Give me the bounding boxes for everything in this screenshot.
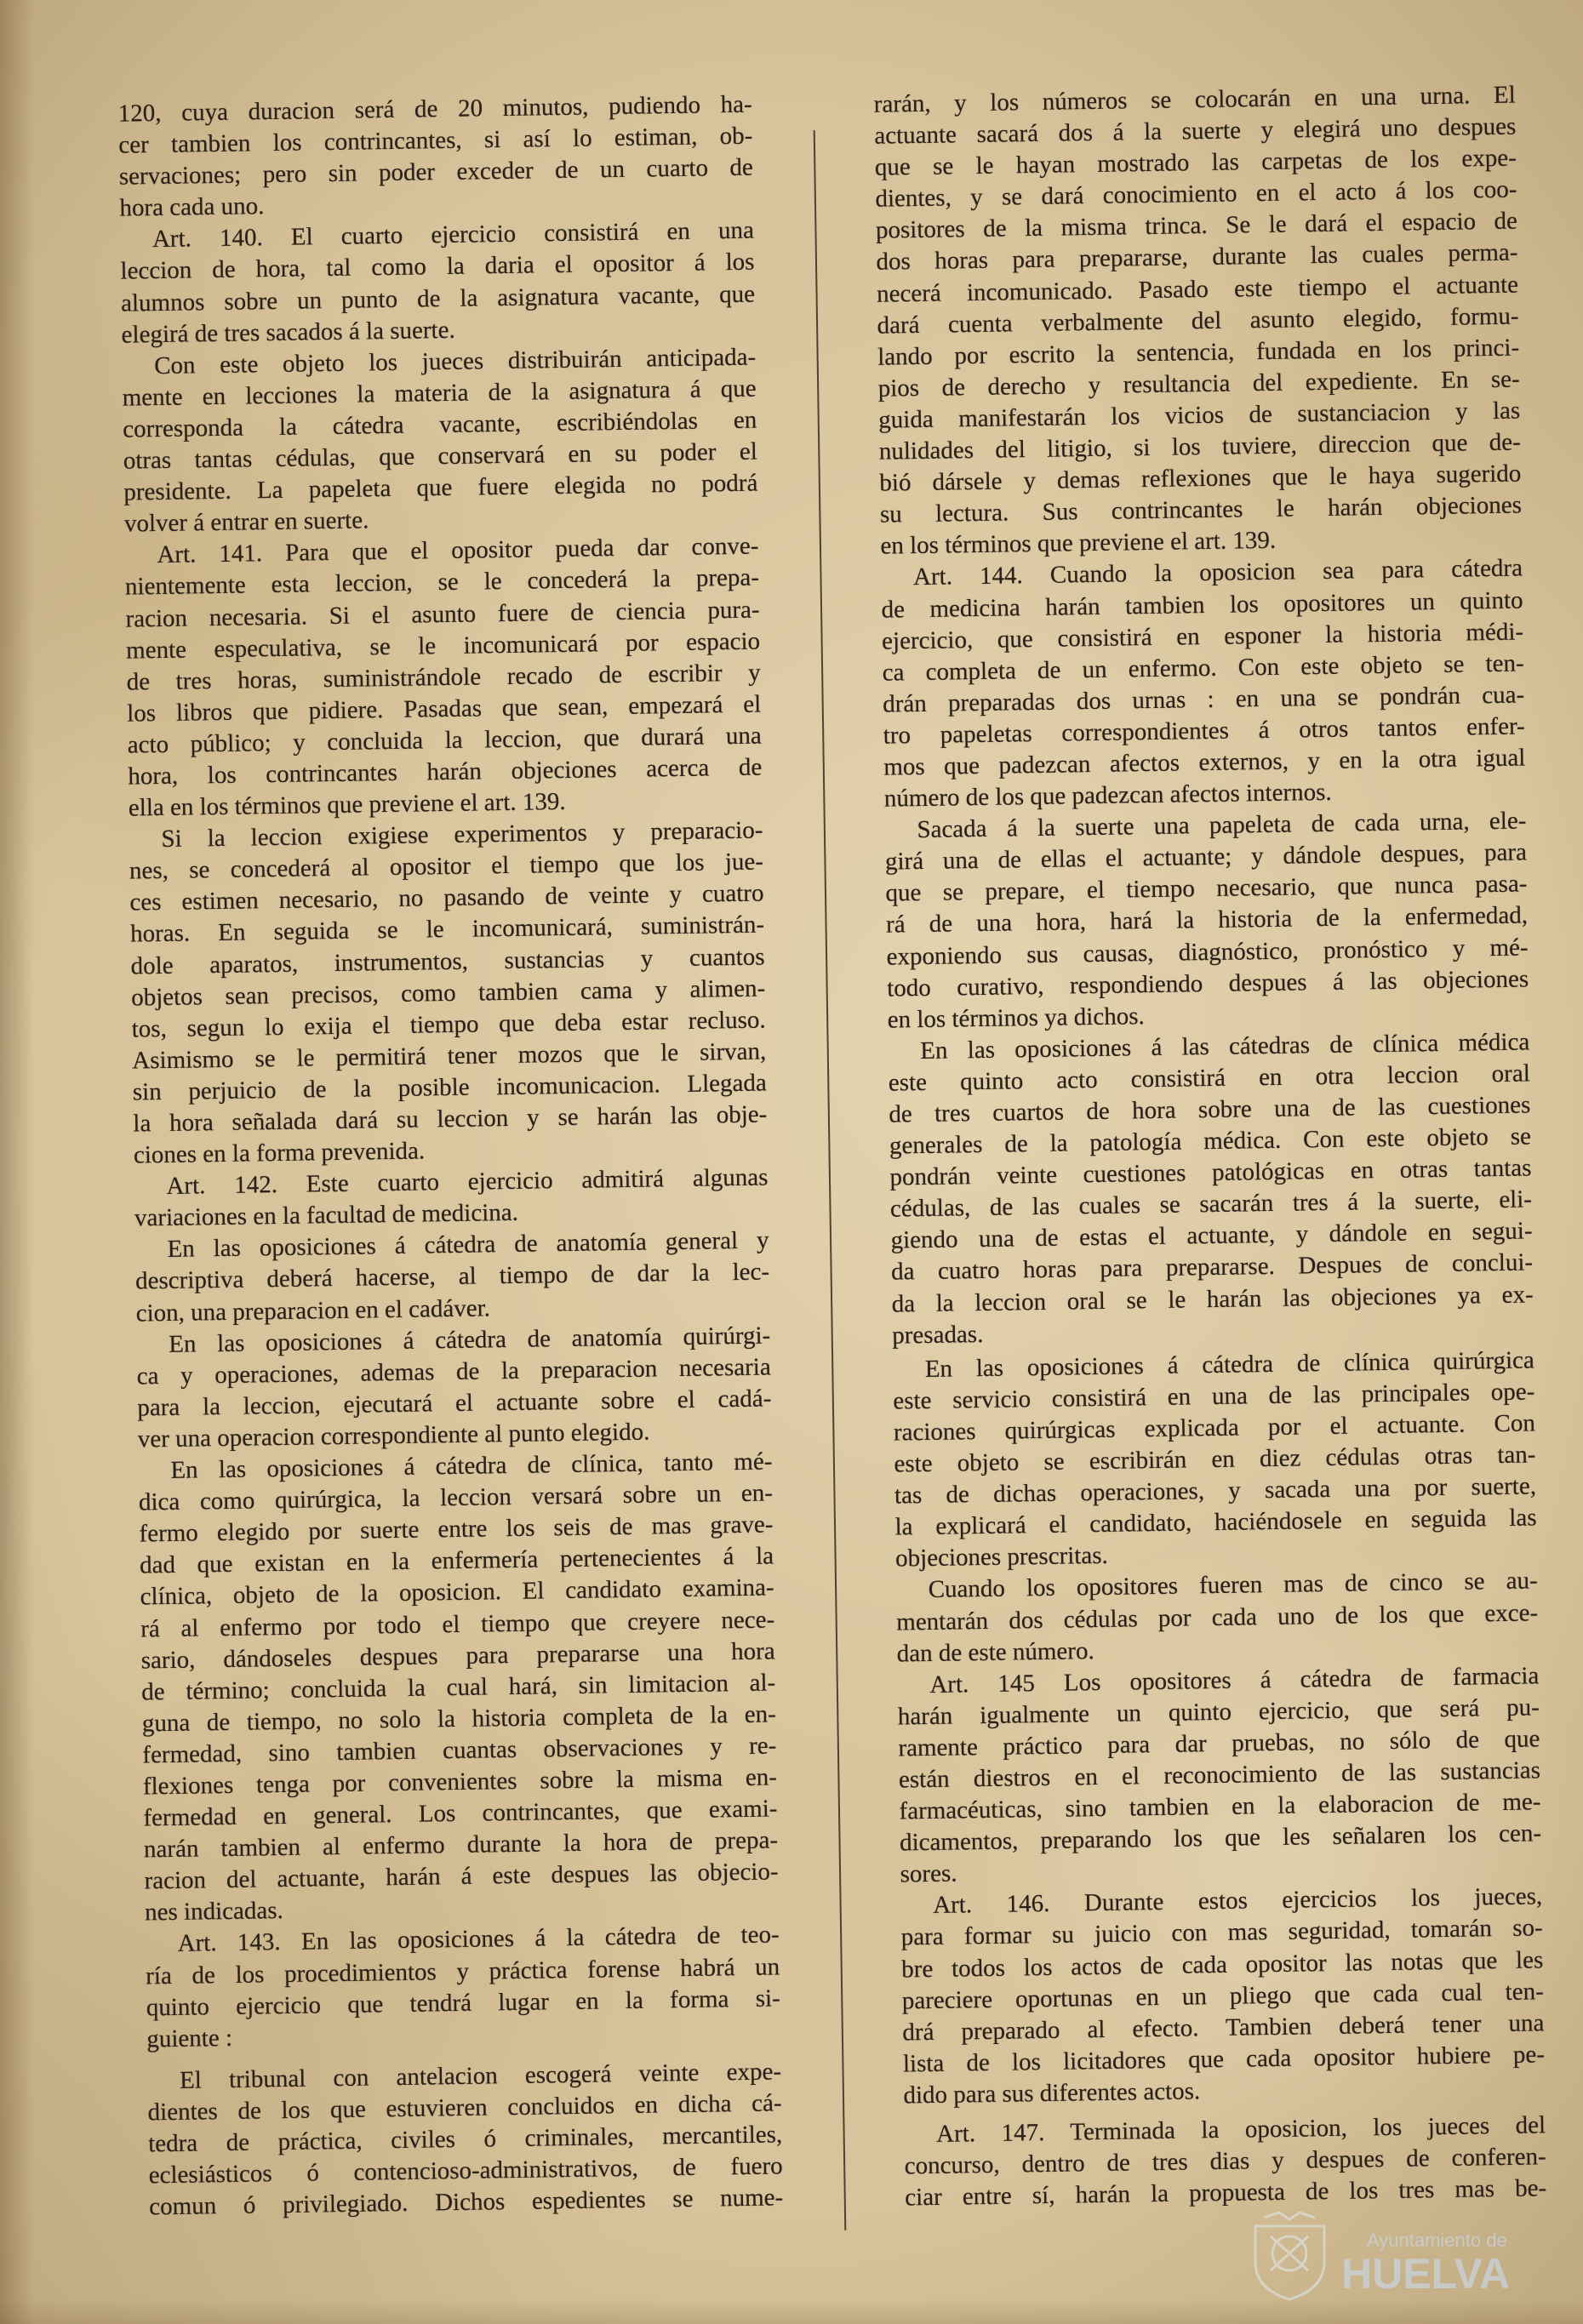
text-line: que se le hayan mostrado las carpetas de los expe-: [874, 144, 1517, 181]
text-line: en los términos ya dichos.: [887, 1002, 1145, 1034]
text-line: presadas.: [892, 1320, 984, 1350]
text-line: ver una operacion correspondiente al punto elegido.: [137, 1418, 650, 1453]
text-line: raciones quirúrgicas explicada por el actuante. Con: [893, 1409, 1536, 1447]
text-line: El tribunal con antelacion escogerá veinte expe-: [179, 2058, 782, 2094]
text-line: flexiones tenga por convenientes sobre la misma en-: [142, 1763, 778, 1801]
text-line: variaciones en la facultad de medicina.: [134, 1199, 519, 1232]
text-line: pareciere oportunas en un pliego que cada cual ten-: [901, 1977, 1545, 2015]
text-line: Art. 141. Para que el opositor pueda dar conve-: [157, 532, 759, 569]
text-line: da la leccion oral se le harán las objeciones ya ex-: [891, 1280, 1534, 1318]
text-line: Cuando los opositores fueren mas de cinco se au-: [928, 1567, 1538, 1604]
text-line: dan de este número.: [896, 1636, 1094, 1668]
text-line: ejercicio, que consistirá en esponer la historia médi-: [881, 618, 1524, 655]
text-line: dos horas para prepararse, durante las cuales perma-: [876, 238, 1518, 277]
text-line: Art. 140. El cuarto ejercicio consistirá en una: [151, 216, 755, 254]
text-line: objeciones prescritas.: [894, 1542, 1108, 1573]
text-line: bió dársele y demas reflexiones que le haya sugerido: [879, 460, 1522, 497]
text-line: ría de los procedimientos y práctica forense habrá un: [146, 1952, 780, 1990]
text-line: acto público; y concluida la leccion, que durará una: [127, 722, 762, 759]
text-line: cédulas, de las cuales se sacarán tres á la suerte, eli-: [889, 1185, 1533, 1223]
text-line: En las oposiciones á las cátedras de clínica médica: [920, 1028, 1530, 1065]
text-line: dica como quirúrgica, la leccion versará sobre un en-: [138, 1479, 774, 1516]
text-line: racion del actuante, harán á este despues las objecio-: [144, 1858, 779, 1895]
text-line: elegirá de tres sacados á la suerte.: [121, 316, 455, 349]
paragraph: [895, 1566, 1539, 1670]
text-line: En las oposiciones á cátedra de anatomía quirúrgi-: [169, 1322, 771, 1358]
paragraph: [122, 341, 758, 540]
text-column-right: [874, 80, 1547, 2214]
text-line: dad que existan en la enfermería pertenecientes á la: [139, 1542, 774, 1579]
text-line: hora cada uno.: [119, 192, 265, 222]
text-line: en los términos que previene el art. 139.: [880, 527, 1277, 560]
text-line: que se prepare, el tiempo necesario, que nunca pasa-: [885, 870, 1528, 907]
text-line: farmacéuticas, sino tambien en la elaboracion de me-: [899, 1788, 1541, 1825]
text-line: otras tantas cédulas, que conservará en su poder el: [123, 437, 757, 475]
text-line: alumnos sobre un punto de la asignatura vacante, que: [120, 280, 756, 317]
text-line: ella en los términos que previene el art. 139.: [128, 788, 566, 822]
watermark-line-1: Ayuntamiento de: [1367, 2230, 1507, 2251]
paragraph: [884, 806, 1529, 1036]
text-line: giendo una de estas el actuante, y dándole en segui-: [890, 1217, 1533, 1254]
text-line: fermedad en general. Los contrincantes, que exami-: [143, 1795, 778, 1832]
text-line: nes, se concederá al opositor el tiempo que los jue-: [129, 848, 764, 885]
paragraph: [138, 1446, 779, 1928]
text-line: Sacada á la suerte una papeleta de cada urna, ele-: [917, 807, 1527, 844]
text-line: ciar entre sí, harán la propuesta de los tres mas be-: [905, 2174, 1547, 2212]
paragraph: [904, 2110, 1547, 2213]
text-line: tas de dichas operaciones, y sacada una por suerte,: [894, 1472, 1537, 1510]
text-line: la hora señalada dará su leccion y se harán las obje-: [133, 1100, 768, 1138]
text-line: sario, dándoseles despues para prepararse una hora: [140, 1637, 775, 1675]
text-line: los libros que pidiere. Pasadas que sean, empezará el: [127, 690, 762, 728]
text-line: tro papeletas correspondientes á otros tantos enfer-: [883, 712, 1525, 750]
text-line: En las oposiciones á cátedra de clínica, tanto mé-: [170, 1448, 773, 1484]
text-line: bre todos los actos de cada opositor las notas que les: [901, 1945, 1544, 1984]
column-divider: [814, 130, 847, 2230]
paragraph: [134, 1162, 769, 1235]
watermark-line-2: HUELVA: [1341, 2250, 1511, 2298]
paragraph: [124, 531, 763, 825]
text-column-left: [118, 89, 784, 2224]
text-line: clínica, objeto de la oposicion. El candidato examina-: [140, 1573, 774, 1611]
text-line: corresponda la cátedra vacante, escribiéndolas en: [123, 406, 757, 443]
text-line: horas. En seguida se le incomunicará, suministrán-: [129, 911, 765, 948]
paragraph: [145, 1920, 780, 2055]
text-line: positores de la misma trinca. Se le dará el espacio de: [875, 207, 1518, 245]
text-line: mos que padezcan afectos externos, y en la otra igual: [883, 744, 1526, 781]
text-line: número de los que padezcan afectos internos.: [883, 778, 1332, 813]
paragraph: [129, 815, 768, 1172]
text-line: están diestros en el reconocimiento de las sustancias: [898, 1756, 1541, 1794]
text-line: Art. 144. Cuando la oposicion sea para cátedra: [912, 554, 1523, 591]
paragraph: [120, 215, 756, 351]
paragraph: [900, 1881, 1546, 2112]
text-line: guna de tiempo, no solo la historia completa de la en-: [141, 1700, 777, 1738]
text-line: fermedad, sino tambien cuantas observaciones y re-: [142, 1732, 777, 1769]
text-line: Art. 145 Los opositores á cátedra de farmacia: [929, 1662, 1540, 1699]
text-line: dará cuenta verbalmente del asunto elegido, formu-: [877, 302, 1519, 340]
text-line: ces estimen necesario, no pasando de veinte y cuatro: [129, 879, 764, 916]
paragraph: [893, 1345, 1538, 1575]
text-line: Art. 142. Este cuarto ejercicio admitirá algunas: [166, 1163, 769, 1201]
text-line: nes indicadas.: [144, 1897, 284, 1927]
text-line: Asimismo se le permitirá tener mozos que le sirvan,: [132, 1037, 767, 1075]
text-line: girá una de ellas el actuante; y dándole despues, para: [884, 838, 1528, 876]
text-line: objetos sean precisos, como tambien cama y alimen-: [130, 974, 766, 1012]
text-line: drá preparado al efecto. Tambien deberá tener una: [902, 2009, 1545, 2047]
text-line: exponiendo sus causas, diagnóstico, pronóstico y mé-: [886, 933, 1529, 971]
text-line: Si la leccion exigiese experimentos y preparacio-: [161, 816, 763, 854]
paragraph: [134, 1225, 770, 1329]
text-line: En las oposiciones á cátedra de clínica quirúrgica: [924, 1346, 1534, 1383]
text-line: de medicina harán tambien los opositores un quinto: [881, 585, 1523, 624]
text-line: ca y operaciones, ademas de la preparacion necesaria: [136, 1353, 771, 1390]
text-line: servaciones; pero sin poder exceder de un cuarto de: [118, 153, 754, 191]
text-line: volver á entrar en suerte.: [123, 506, 369, 538]
text-line: dole aparatos, instrumentos, sustancias y cuantos: [130, 943, 765, 980]
text-line: para formar su juicio con mas seguridad, tomarán so-: [900, 1914, 1543, 1951]
text-line: lista de los licitadores que cada opositor hubiere pe-: [902, 2041, 1546, 2078]
text-line: rá al enfermo por todo el tiempo que creyere nece-: [140, 1605, 775, 1642]
watermark-text: [1341, 2230, 1537, 2296]
text-line: lando por escrito la sentencia, fundada en los princi-: [877, 334, 1520, 371]
text-line: drán preparadas dos urnas : en una se pondrán cua-: [883, 681, 1525, 718]
text-line: racion necesaria. Si el asunto fuere de ciencia pura-: [125, 596, 760, 633]
paragraph: [118, 89, 754, 225]
text-line: sin perjuicio de la posible incomunicacion. Llegada: [132, 1069, 767, 1106]
paragraph: [136, 1320, 772, 1455]
text-line: presidente. La papeleta que fuere elegida no podrá: [123, 469, 758, 506]
text-line: comun ó privilegiado. Dichos espedientes se nume-: [149, 2184, 784, 2221]
text-line: para la leccion, ejecutará el actuante sobre el cadá-: [137, 1385, 772, 1422]
text-line: ca completa de un enfermo. Con este objeto se ten-: [882, 649, 1524, 687]
text-line: actuante sacará dos á la suerte y elegirá uno despues: [874, 112, 1517, 150]
text-line: Con este objeto los jueces distribuirán anticipada-: [153, 343, 757, 380]
text-line: este servicio consistirá en una de las principales ope-: [893, 1378, 1535, 1415]
text-line: todo curativo, respondiendo despues á las objeciones: [886, 965, 1529, 1002]
text-line: de tres horas, suministrándole recado de escribir y: [126, 659, 761, 696]
text-line: rá de una hora, hará la historia de la enfermedad,: [885, 901, 1529, 939]
text-line: cion, una preparacion en el cadáver.: [135, 1293, 491, 1328]
city-seal-icon: [1245, 2211, 1334, 2303]
text-line: tedra de práctica, civiles ó criminales, mercantiles,: [147, 2121, 783, 2158]
text-line: concurso, dentro de tres dias y despues de conferen-: [904, 2143, 1546, 2180]
text-line: Art. 147. Terminada la oposicion, los jueces del: [935, 2111, 1546, 2148]
text-line: nulidades del litigio, si los tuviere, direccion que de-: [878, 428, 1521, 465]
text-line: mente en lecciones la materia de la asignatura á que: [122, 374, 757, 412]
text-line: dido para sus diferentes actos.: [903, 2077, 1201, 2110]
paragraph: [874, 80, 1523, 563]
text-line: quinto ejercicio que tendrá lugar en la forma si-: [146, 1984, 780, 2022]
text-line: dicamentos, preparando los que les señalaren los cen-: [899, 1819, 1542, 1857]
text-line: guida manifestarán los vicios de sustanciacion y las: [878, 397, 1521, 434]
text-line: Art. 146. Durante estos ejercicios los jueces,: [932, 1882, 1543, 1920]
paragraph: [147, 2056, 784, 2224]
paragraph: [888, 1026, 1534, 1351]
text-line: guiente :: [146, 2024, 233, 2053]
text-line: de tres cuartos de hora sobre una de las cuestiones: [889, 1091, 1531, 1128]
text-line: leccion de hora, tal como la daria el opositor á los: [120, 248, 755, 286]
text-line: de término; concluida la cual hará, sin limitacion al-: [141, 1669, 776, 1706]
text-line: da cuatro horas para prepararse. Despues de conclui-: [890, 1248, 1534, 1287]
text-line: necerá incomunicado. Pasado este tiempo el actuante: [876, 271, 1519, 308]
text-line: Art. 143. En las oposiciones á la cátedra de teo-: [177, 1921, 780, 1958]
text-line: mentarán dos cédulas por cada uno de los que exce-: [896, 1598, 1539, 1636]
text-line: descriptiva deberá hacerse, al tiempo de dar la lec-: [134, 1258, 770, 1295]
text-line: tos, segun lo exija el tiempo que deba estar recluso.: [131, 1006, 766, 1043]
text-line: este quinto acto consistirá en otra leccion oral: [888, 1059, 1530, 1097]
text-line: ramente práctico para dar pruebas, no sólo de que: [898, 1725, 1540, 1762]
text-line: sores.: [900, 1859, 957, 1888]
text-line: pondrán veinte cuestiones patológicas en otras tantas: [889, 1154, 1532, 1191]
text-line: narán tambien al enfermo durante la hora de prepa-: [143, 1826, 779, 1864]
text-line: harán igualmente un quinto ejercicio, que será pu-: [897, 1693, 1540, 1731]
text-line: pios de derecho y resultancia del expediente. En se-: [877, 365, 1520, 403]
paragraph: [881, 553, 1526, 815]
text-line: 120, cuya duracion será de 20 minutos, pudiendo ha-: [117, 90, 752, 128]
text-line: su lectura. Sus contrincantes le harán objeciones: [879, 491, 1523, 528]
text-line: En las oposiciones á cátedra de anatomía general y: [167, 1226, 769, 1264]
text-line: fermo elegido por suerte entre los seis de mas grave-: [139, 1510, 774, 1548]
text-line: hora, los contrincantes harán objeciones acerca de: [128, 753, 763, 791]
text-line: dientes, y se dará conocimiento en el acto á los coo-: [875, 175, 1517, 213]
text-line: mente especulativa, se le incomunicará por espacio: [125, 627, 761, 665]
text-line: rarán, y los números se colocarán en una urna. El: [873, 81, 1516, 118]
text-line: este objeto se escribirán en diez cédulas otras tan-: [894, 1441, 1536, 1478]
text-line: dientes de los que estuvieren concluidos en dicha cá-: [147, 2089, 782, 2127]
paragraph: [897, 1660, 1542, 1891]
text-line: la explicará el candidato, haciéndosele en seguida las: [894, 1504, 1537, 1541]
text-line: cer tambien los contrincantes, si así lo estiman, ob-: [118, 122, 753, 159]
text-line: ciones en la forma prevenida.: [133, 1137, 426, 1169]
text-line: eclesiásticos ó contencioso-administrativos, de fuero: [148, 2152, 783, 2190]
text-line: generales de la patología médica. Con este objeto se: [889, 1122, 1532, 1160]
text-line: nientemente esta leccion, se le concederá la prepa-: [124, 563, 760, 602]
